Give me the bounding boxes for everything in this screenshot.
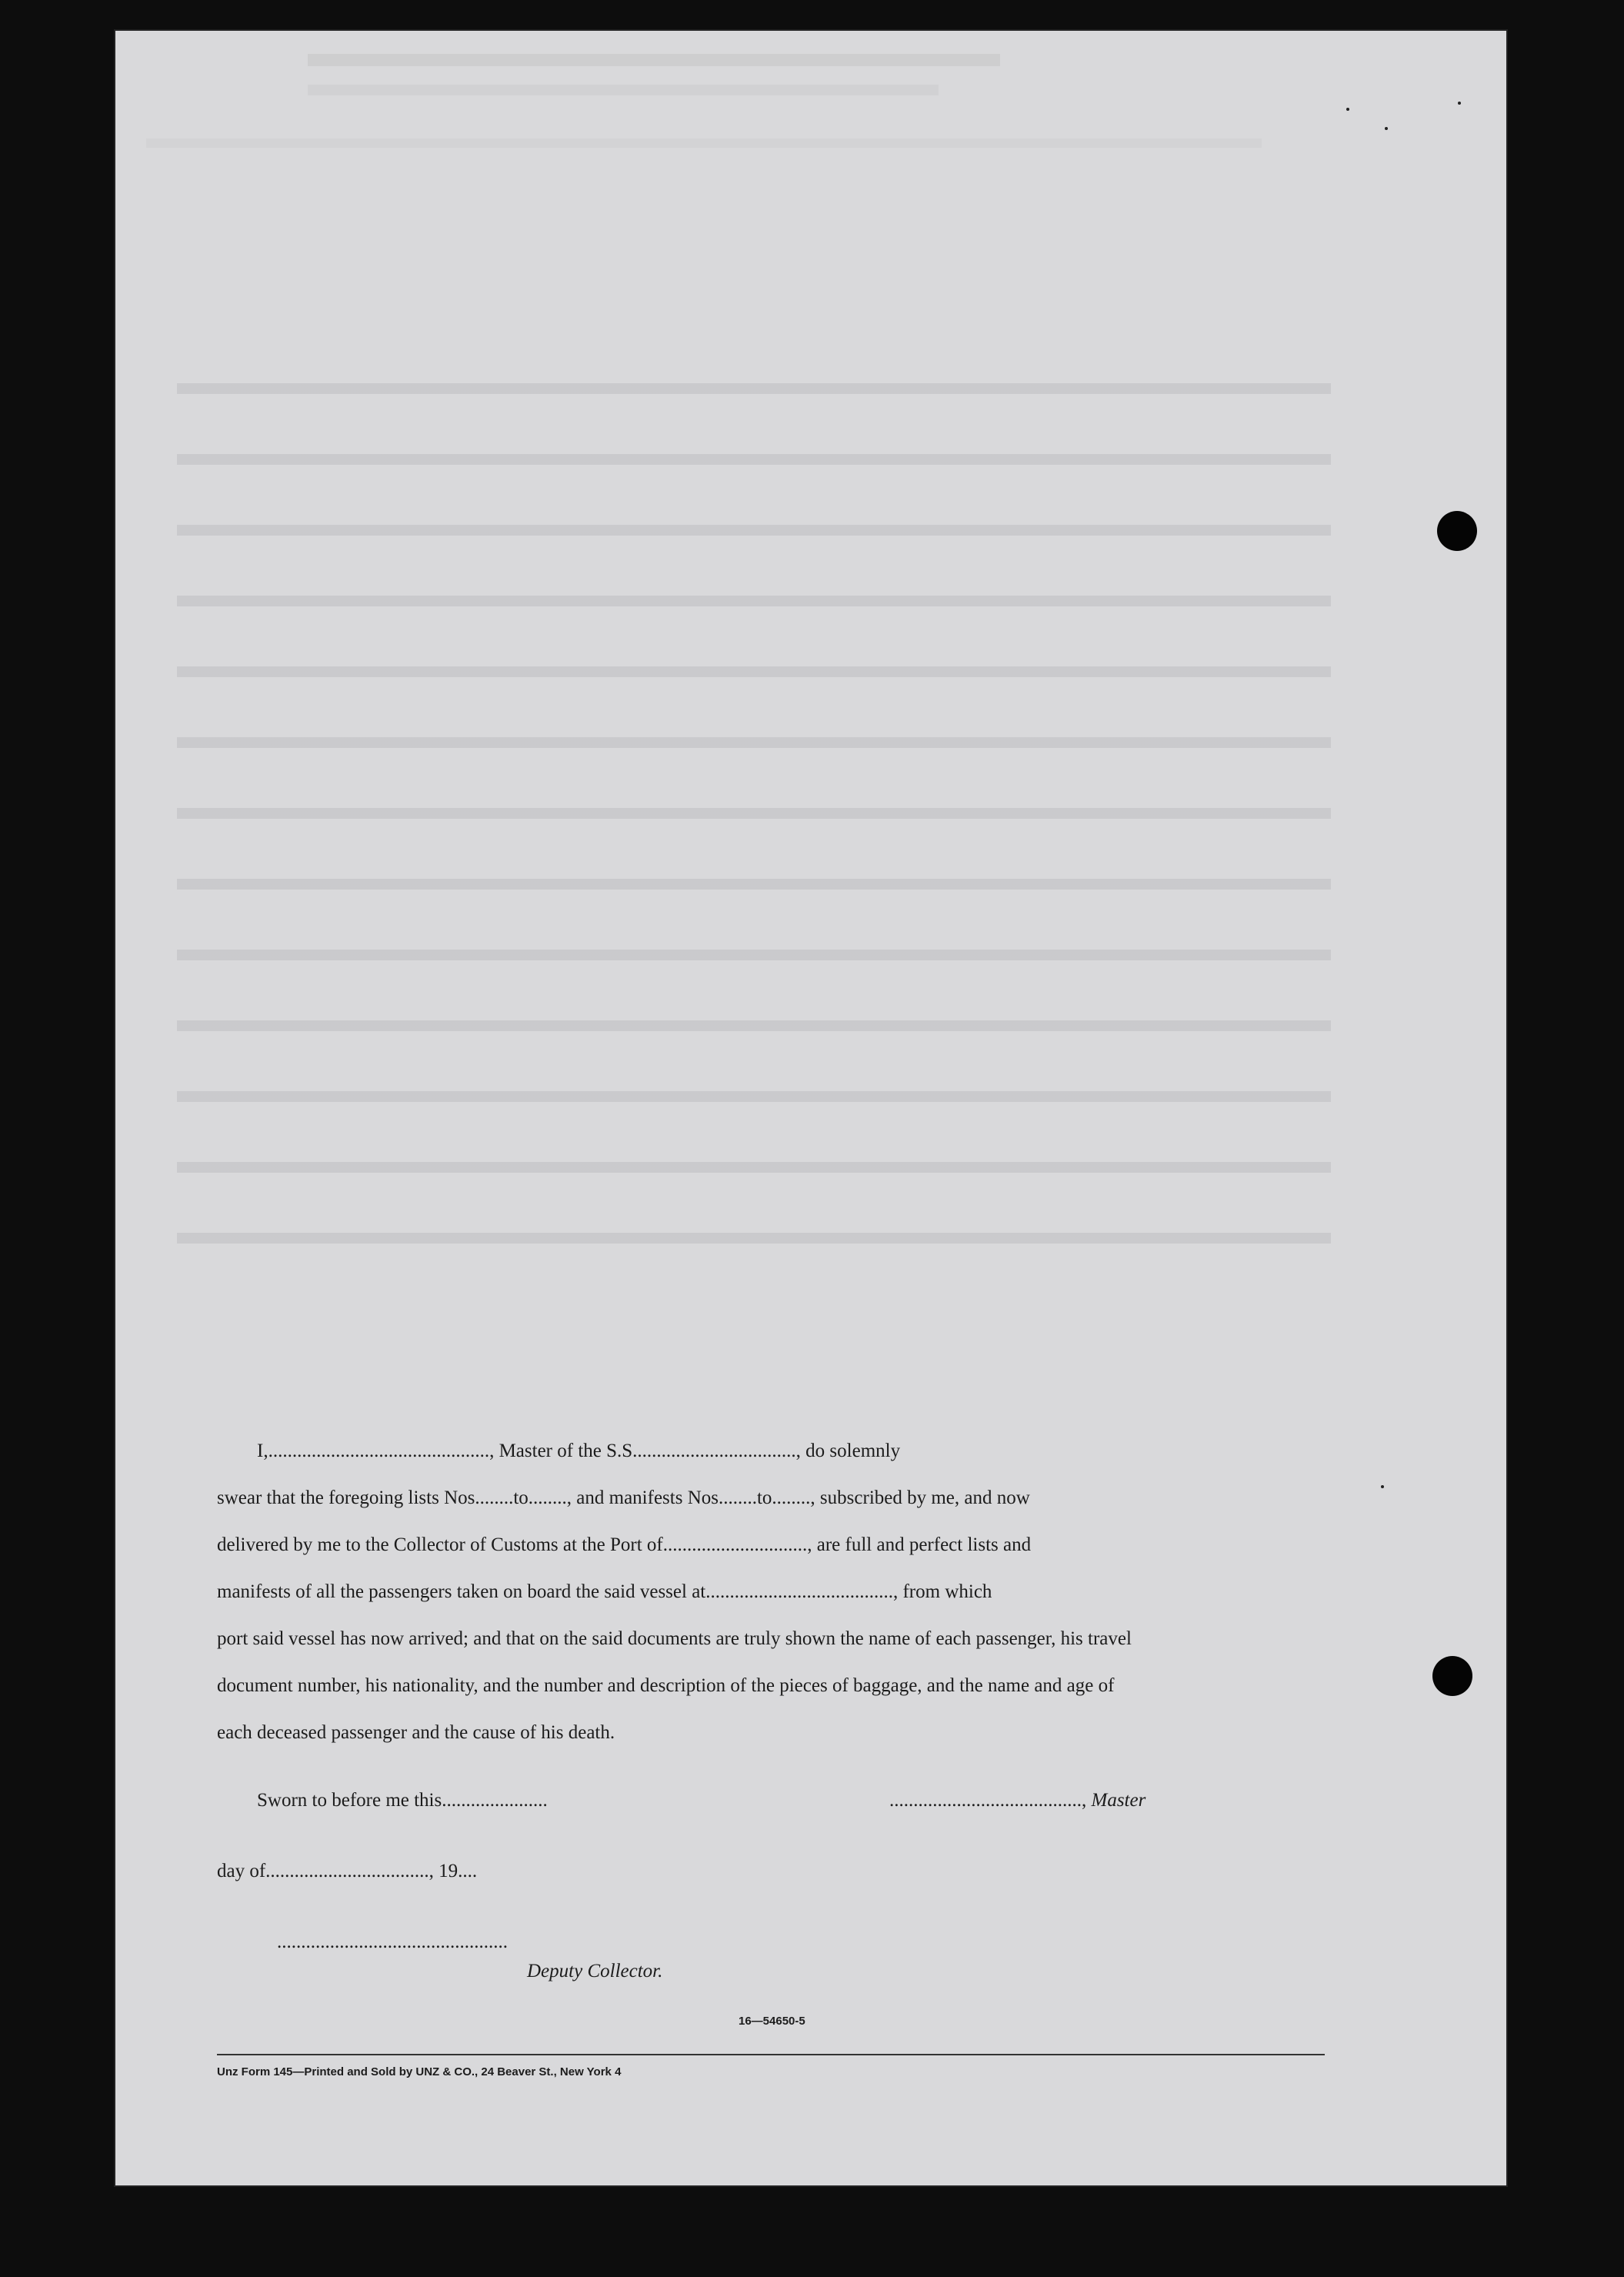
form-number: 16—54650-5	[739, 2015, 805, 2028]
sworn-line: Sworn to before me this......................	[257, 1790, 548, 1811]
oath-line: document number, his nationality, and the number and description of the pieces of baggage, and the name and age of	[217, 1675, 1115, 1696]
deputy-collector-label: Deputy Collector.	[527, 1961, 663, 1982]
footer-rule	[217, 2054, 1325, 2055]
speck	[1381, 1485, 1384, 1488]
bleed-through-header	[308, 54, 1000, 66]
collector-signature-dots: ................................................	[277, 1931, 508, 1952]
punch-hole-bottom	[1432, 1656, 1472, 1696]
oath-line: manifests of all the passengers taken on board the said vessel at......................................., from which	[217, 1581, 992, 1602]
bleed-through-rows	[177, 323, 1331, 1285]
document-page	[115, 31, 1506, 2185]
printer-line: Unz Form 145—Printed and Sold by UNZ & CO., 24 Beaver St., New York 4	[217, 2065, 622, 2078]
oath-line: swear that the foregoing lists Nos........to........, and manifests Nos........to........, subscribed by me, and now	[217, 1487, 1030, 1508]
bleed-through-header	[308, 85, 939, 95]
oath-paragraph	[217, 1427, 1332, 1756]
speck	[1458, 102, 1461, 105]
oath-line: port said vessel has now arrived; and that on the said documents are truly shown the name of each passenger, his travel	[217, 1628, 1132, 1649]
oath-line: delivered by me to the Collector of Customs at the Port of.............................., are full and perfect lists and	[217, 1534, 1032, 1555]
speck	[1346, 108, 1349, 111]
oath-line: each deceased passenger and the cause of his death.	[217, 1722, 615, 1743]
day-line: day of.................................., 19....	[217, 1861, 478, 1881]
master-label: Master	[1091, 1790, 1146, 1811]
speck	[1385, 127, 1388, 130]
master-dots: ........................................,	[889, 1790, 1087, 1811]
punch-hole-top	[1437, 511, 1477, 551]
bleed-through-header	[146, 139, 1262, 148]
oath-line: I,.............................................., Master of the S.S.................................., do solemnly	[257, 1441, 901, 1461]
master-signature-line	[889, 1790, 1145, 1811]
